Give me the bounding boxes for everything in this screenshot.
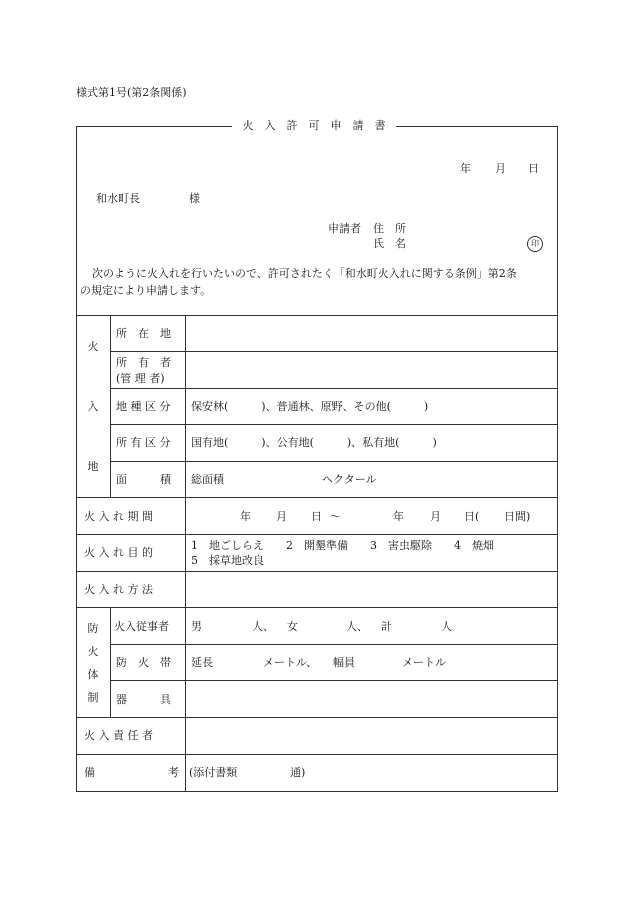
land-type-label: 地 種 区 分 (116, 400, 171, 413)
row-line (110, 680, 557, 681)
addressee-honorific: 様 (189, 192, 200, 205)
owner-label-1: 所 有 者 (116, 356, 171, 369)
workers-person-1: 人、 (252, 620, 274, 633)
period-end-month: 月 (430, 510, 441, 523)
period-label: 火 入 れ 期 間 (84, 510, 153, 523)
workers-female: 女 (287, 620, 298, 633)
row-line (76, 571, 557, 572)
period-end-year: 年 (393, 510, 404, 523)
statement-line-1: 次のように火入れを行いたいので、許可されたく「和水町火入れに関する条例」第2条 (92, 267, 517, 280)
frame-top-right (396, 126, 557, 127)
period-tilde: ～ (330, 510, 341, 523)
fire-prevention-group-char: 制 (87, 691, 99, 704)
responsible-label: 火 入 責 任 者 (84, 729, 153, 742)
purpose-label: 火 入 れ 目 的 (84, 546, 153, 559)
row-line (76, 754, 557, 755)
period-start-day: 日 (311, 510, 322, 523)
fire-prevention-group-char: 火 (87, 645, 99, 658)
workers-total: 計 (381, 620, 392, 633)
method-label: 火 入 れ 方 法 (84, 583, 153, 596)
land-group-char: 火 (87, 340, 99, 353)
date-month: 月 (495, 162, 506, 175)
period-start-month: 月 (276, 510, 287, 523)
applicant-label: 申請者 (328, 222, 361, 235)
column-line (185, 315, 186, 791)
workers-person-3: 人 (441, 620, 452, 633)
applicant-address-label: 住 所 (373, 222, 406, 235)
remarks-attached: (添付書類 (189, 766, 238, 779)
row-line (76, 315, 557, 316)
fire-prevention-group-char: 防 (87, 622, 99, 635)
owner-label-2: (管 理 者) (116, 372, 165, 385)
row-line (76, 717, 557, 718)
form-number: 様式第1号(第2条関係) (76, 86, 187, 99)
row-line (110, 461, 557, 462)
purpose-line-2: 5 採草地改良 (191, 554, 264, 567)
purpose-line-1: 1 地ごしらえ 2 開墾準備 3 害虫駆除 4 焼畑 (191, 539, 494, 552)
remarks-label-right: 考 (168, 766, 179, 779)
firebreak-length: 延長 (191, 656, 213, 669)
form-title: 火 入 許 可 申 請 書 (242, 119, 386, 132)
column-line (110, 315, 111, 497)
firebreak-meters-2: メートル (402, 656, 446, 669)
area-label: 面 積 (116, 473, 171, 486)
ownership-label: 所 有 区 分 (116, 436, 171, 449)
period-start-year: 年 (240, 510, 251, 523)
period-end-day: 日( (464, 510, 480, 523)
column-line (110, 607, 111, 717)
area-total: 総面積 (191, 473, 224, 486)
row-line (76, 534, 557, 535)
row-line (110, 424, 557, 425)
workers-label: 火入従事者 (114, 620, 169, 633)
area-unit: ヘクタール (322, 473, 377, 486)
workers-male: 男 (191, 620, 202, 633)
row-line (76, 497, 557, 498)
row-line (110, 351, 557, 352)
land-type-value: 保安林( )、普通林、原野、その他( ) (191, 400, 429, 413)
land-group-char: 地 (87, 460, 99, 473)
date-year: 年 (460, 162, 471, 175)
equipment-label: 器 具 (116, 693, 171, 706)
workers-person-2: 人、 (346, 620, 368, 633)
remarks-copies: 通) (290, 766, 306, 779)
date-day: 日 (528, 162, 539, 175)
period-days: 日間) (504, 510, 531, 523)
remarks-label-left: 備 (84, 766, 95, 779)
ownership-value: 国有地( )、公有地( )、私有地( ) (191, 436, 437, 449)
statement-line-2: の規定により申請します。 (80, 284, 212, 297)
row-line (110, 388, 557, 389)
row-line (110, 644, 557, 645)
applicant-name-label: 氏 名 (373, 237, 406, 250)
addressee-name: 和水町長 (96, 192, 140, 205)
land-group-char: 入 (87, 400, 99, 413)
firebreak-width: 幅員 (333, 656, 355, 669)
frame-top-left (76, 126, 232, 127)
firebreak-label: 防 火 帯 (116, 656, 171, 669)
row-line (76, 607, 557, 608)
location-label: 所 在 地 (116, 327, 171, 340)
fire-prevention-group-char: 体 (87, 668, 99, 681)
seal-icon: 印 (527, 236, 543, 252)
firebreak-meters-1: メートル、 (263, 656, 318, 669)
